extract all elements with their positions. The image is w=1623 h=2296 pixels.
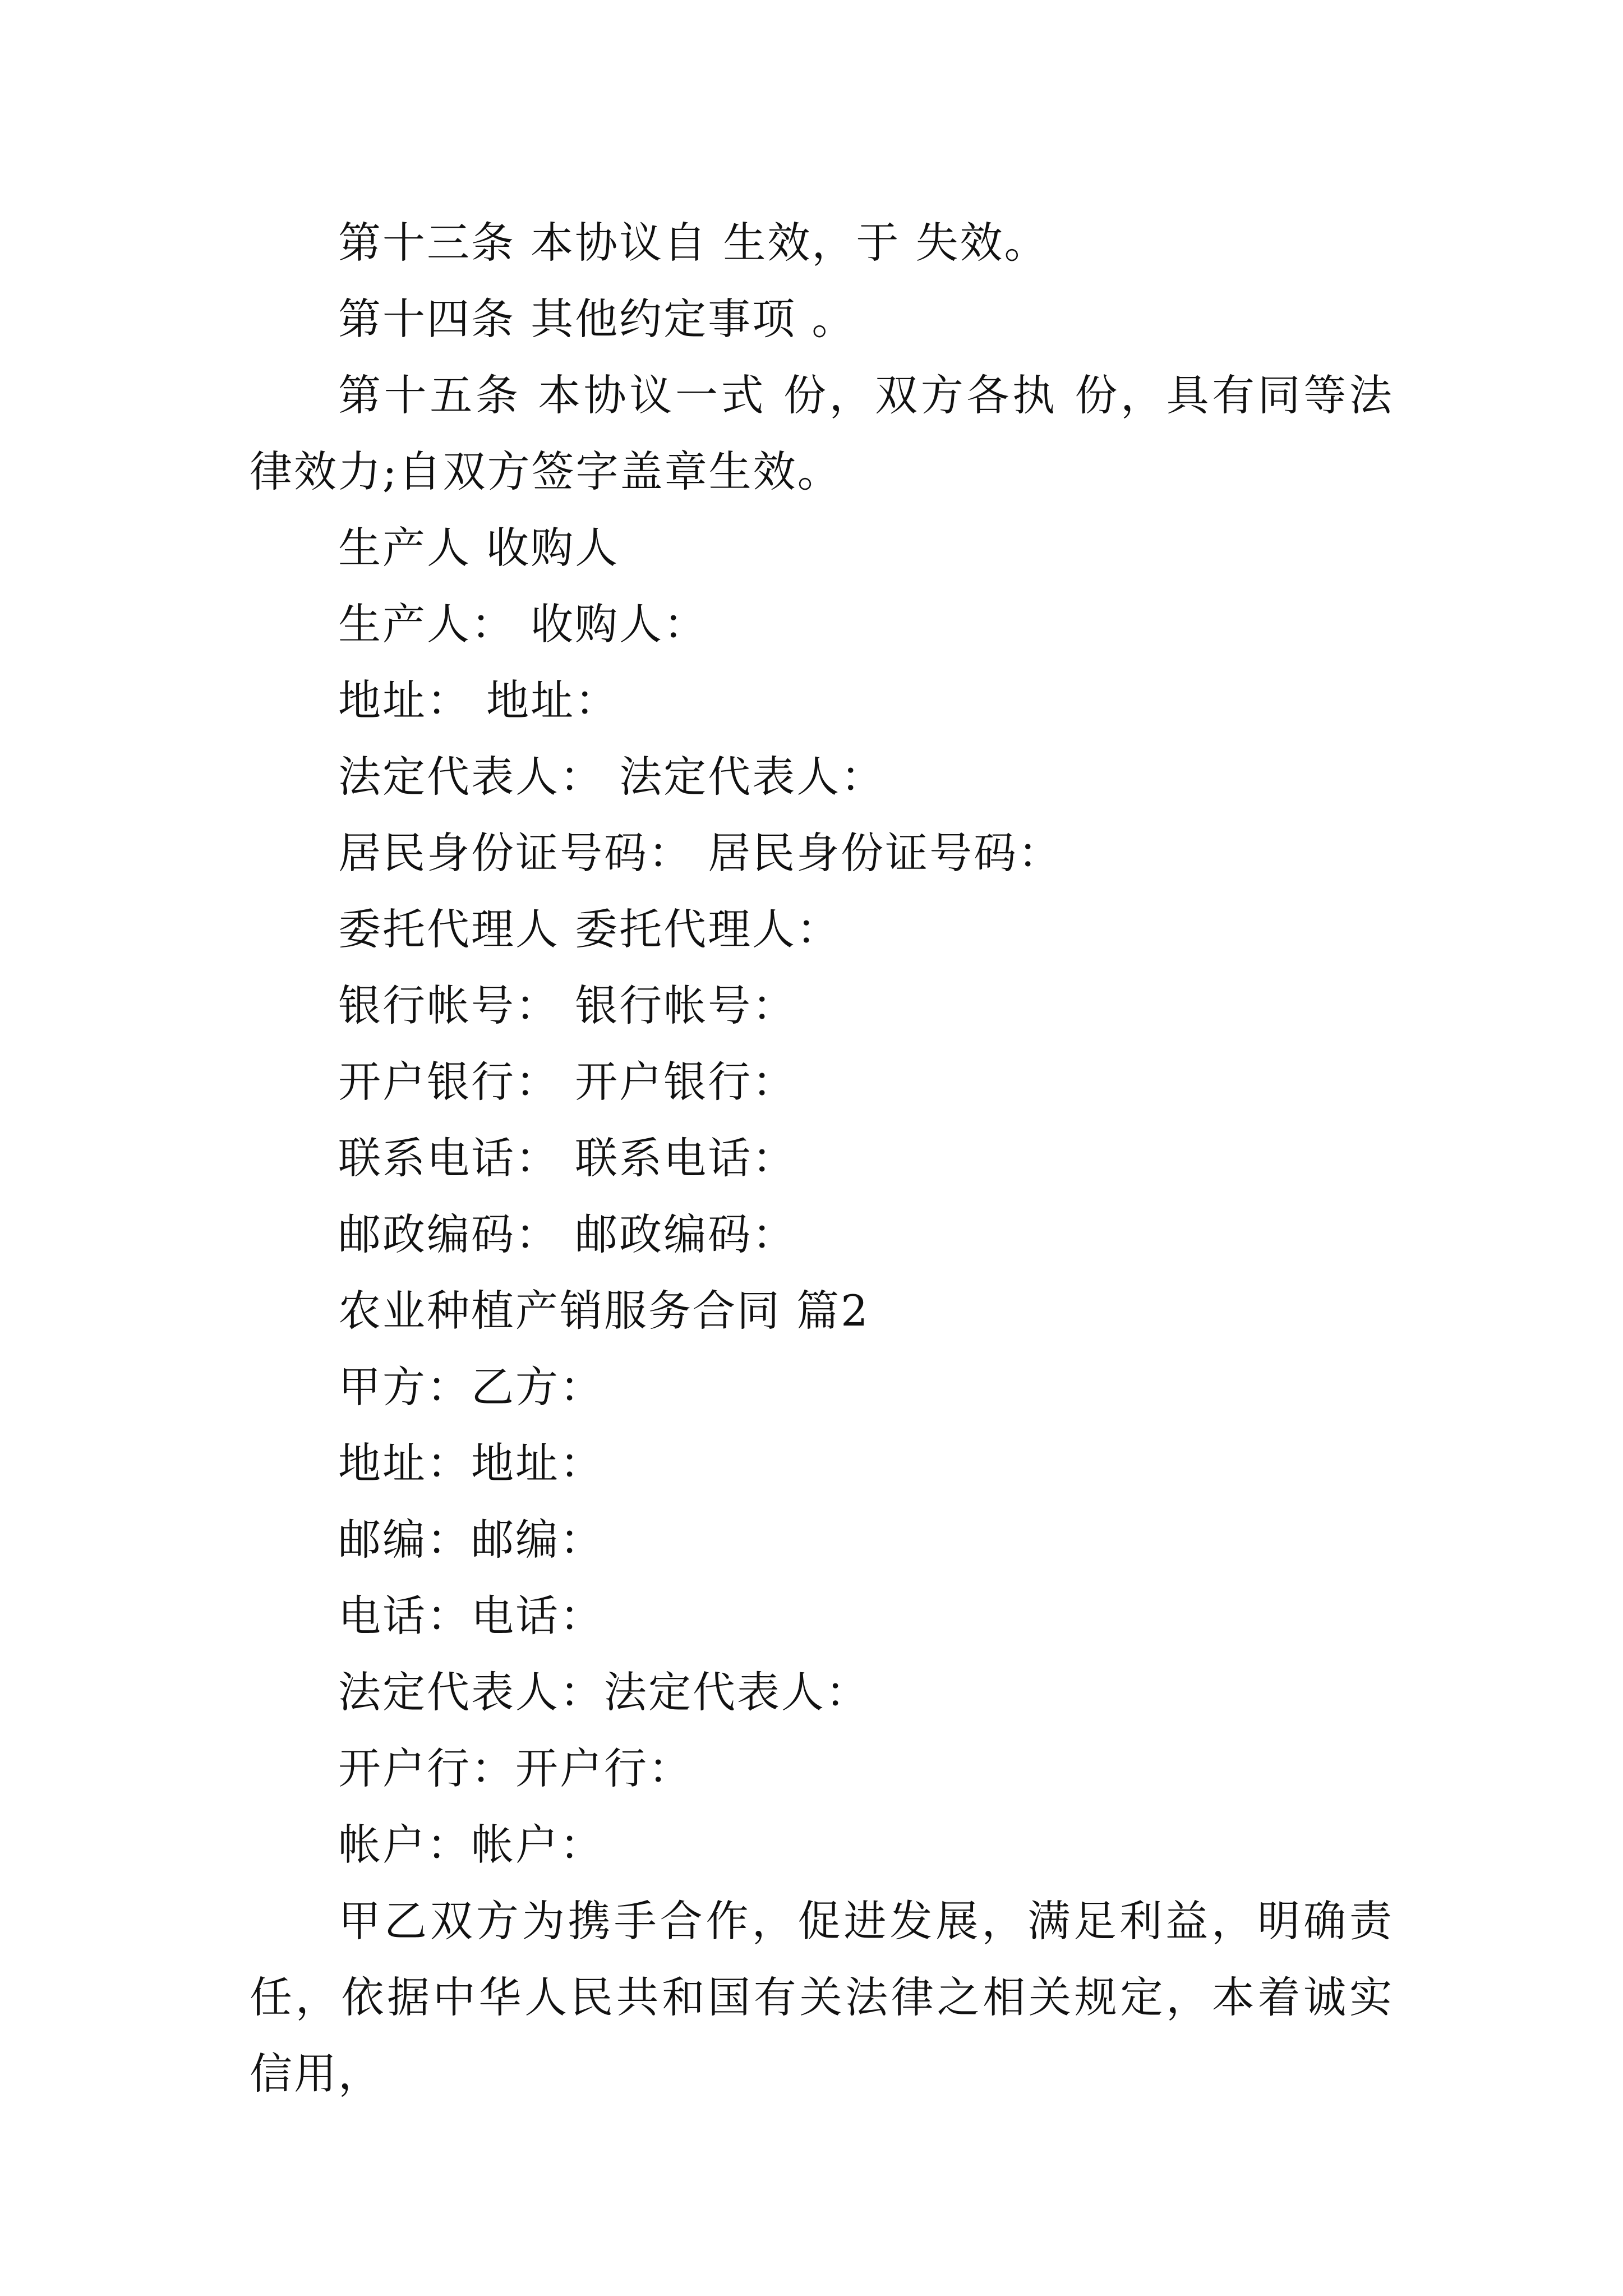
agent-line: 委托代理人 委托代理人： (338, 904, 841, 954)
bank-account-line: 银行帐号： 银行帐号： (338, 981, 797, 1030)
parties-line: 甲方：乙方： (338, 1362, 604, 1412)
article-15: 第十五条 本协议一式 份，双方各执 份，具有同等法律效力;自双方签字盖章生效。 (250, 370, 1394, 496)
address-line-2: 地址：地址： (338, 1438, 604, 1488)
account-line-2: 帐户：帐户： (338, 1820, 604, 1870)
phone-line: 联系电话： 联系电话： (338, 1133, 797, 1183)
phone-line-2: 电话：电话： (338, 1591, 604, 1641)
signature-header: 生产人 收购人 (338, 523, 620, 573)
contract-title: 农业种植产销服务合同 篇2 (338, 1286, 870, 1336)
postcode-line-2: 邮编：邮编： (338, 1515, 604, 1565)
bank-line-2: 开户行：开户行： (338, 1743, 693, 1793)
address-line: 地址： 地址： (338, 675, 620, 725)
document-body (250, 205, 1394, 2112)
bank-line: 开户银行： 开户银行： (338, 1057, 797, 1107)
preamble-paragraph: 甲乙双方为携手合作，促进发展，满足利益，明确责任，依据中华人民共和国有关法律之相关规定，本着诚实信用， (250, 1896, 1394, 2099)
postcode-line: 邮政编码： 邮政编码： (338, 1209, 797, 1259)
article-13: 第十三条 本协议自 生效，于 失效。 (338, 218, 1049, 268)
id-number-line: 居民身份证号码： 居民身份证号码： (338, 828, 1063, 878)
legal-rep-line: 法定代表人： 法定代表人： (338, 752, 886, 802)
legal-rep-line-2: 法定代表人：法定代表人： (338, 1667, 870, 1717)
producer-buyer-line: 生产人： 收购人： (338, 599, 708, 649)
article-14: 第十四条 其他约定事项 。 (338, 294, 856, 344)
